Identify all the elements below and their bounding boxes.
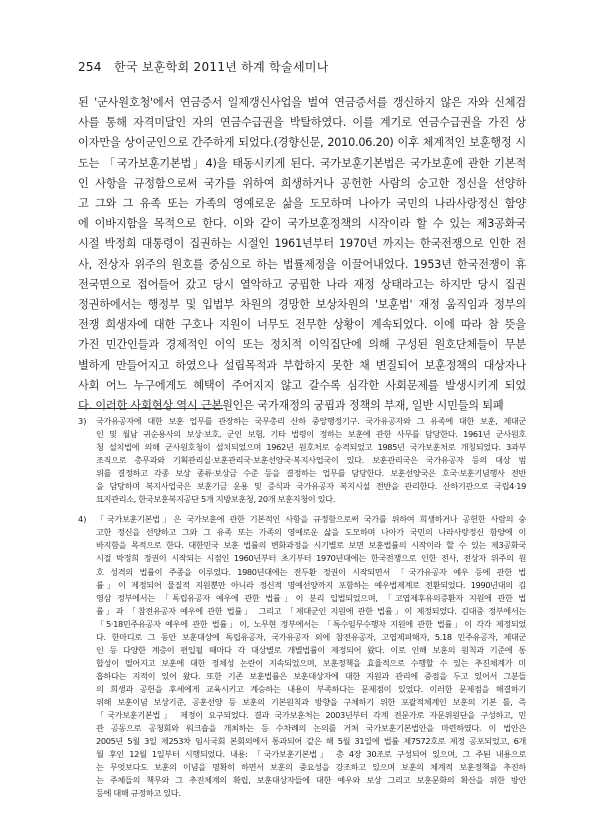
body-line: 사를 통해 자격미달인 자의 연금수급권을 박탈하였다. 이를 계기로 연금수급권을 가진 상 bbox=[78, 116, 526, 130]
footnote-line: 률」과 「참전유공자 예우에 관한 법률」 그리고 「제대군인 지원에 관한 법률」이 제정되었다. 김대중 정부에서는 bbox=[96, 605, 526, 616]
footnote-line: 등에 대해 규정하고 있다. bbox=[96, 788, 181, 799]
body-line: 이자만을 상이군인으로 간주하게 되었다.(경향신문, 2010.06.20) 이후 체계적인 보훈행정 시 bbox=[78, 136, 526, 150]
footnote-line: 을 담당하며 복지사업국은 보훈기금 운용 및 증식과 국가유공자 복지시설 전반을 관리한다. 산하기관으로 국립4·19 bbox=[96, 481, 526, 492]
body-line: 별하게 만들어지고 하였으나 설립목적과 부합하지 못한 채 변질되어 보훈정책의 대상자나 bbox=[78, 358, 526, 372]
footnote-line: 청 설치법에 의해 군사원호청이 설치되었으며 1962년 원호처로 승격되었고 1985년 국가보훈처로 개칭되었다. 3과부 bbox=[96, 442, 526, 453]
footnote-line: 위해 보훈이념 보상기준, 공훈선양 등 보훈의 기본원칙과 방향을 구체하기 위한 포괄적체계인 보훈의 기본 틀, 즉 bbox=[96, 696, 526, 707]
footnote-line: 합성이 떨어지고 보훈에 대한 정체성 논란이 지속되었으며, 보훈정책을 효율적으로 수행할 수 있는 추진체계가 미 bbox=[96, 657, 526, 668]
running-header bbox=[78, 58, 329, 75]
footnote-number: 3) bbox=[78, 416, 87, 426]
footnotes bbox=[78, 415, 526, 807]
footnote-line: 2005년 5월 3일 제253차 임시국회 본회의에서 통과되어 같은 해 5월 31일에 법률 제7572호로 제정 공포되었고, 6개 bbox=[96, 736, 526, 747]
running-title: 한국 보훈학회 2011년 하계 학술세미나 bbox=[113, 60, 329, 74]
body-line: 정권하에서는 행정부 및 입법부 차원의 경망한 보상차원의 '보훈법' 재정 움직임과 정부의 bbox=[78, 298, 526, 312]
footnote-line: 영삼 정부에서는 「독립유공자 예우에 관한 법률」이 분리 입법되었으며, 「고엽제후유의증환자 지원에 관한 법 bbox=[96, 592, 526, 603]
body-line: 고 그와 그 유족 또는 가족의 영예로운 삶을 도모하며 나아가 국민의 나라사랑정신 함양 bbox=[78, 197, 526, 211]
footnote bbox=[78, 415, 526, 506]
footnote-line: 흡하다는 지적이 있어 왔다. 또한 기존 보훈법률은 보훈대상자에 대한 지원과 관리에 중점을 두고 있어서 그분들 bbox=[96, 670, 526, 681]
footnote-line: 고한 정신을 선양하고 그와 그 유족 또는 가족의 영예로운 삶을 도모하며 나아가 국민의 나라사랑정신 함양에 이 bbox=[96, 527, 526, 538]
footnote-line: 바지함을 목적으로 한다. 대한민국 보훈 법률의 변화과정을 시기별로 보면 보훈법률의 시작이라 할 수 있는 제3공화국 bbox=[96, 540, 526, 551]
body-line: 가진 민간인들과 경제적인 이익 또는 정치적 이익집단에 의해 구성된 원호단체들이 무분 bbox=[78, 338, 526, 352]
body-line: 된 '군사원호청'에서 연금증서 일제갱신사업을 벌여 연금증서를 갱신하지 않은 자와 신체검 bbox=[78, 96, 526, 109]
footnote-line: 국가유공자에 대한 보훈 업무를 관장하는 국무총리 산하 중앙행정기구. 국가유공자와 그 유족에 대한 보훈, 제대군 bbox=[96, 416, 526, 426]
body-line: 도는 「국가보훈기본법」4)을 태동시키게 된다. 국가보훈기본법은 국가보훈에 관한 기본적 bbox=[78, 156, 526, 170]
body-paragraph bbox=[78, 93, 526, 416]
footnote-text bbox=[96, 415, 526, 506]
body-line: 다. 이러한 사회현상 역시 근본원인은 국가재정의 궁핍과 정책의 부재, 일반 시민들의 퇴폐 bbox=[78, 399, 504, 413]
body-line: 사, 전상자 위주의 원호를 중심으로 하는 법률제정을 이끌어내었다. 1953년 한국전쟁이 휴 bbox=[78, 257, 526, 271]
footnote-line: 인 등 다양한 계층이 편입될 때마다 각 대상별로 개별법률이 제정되어 왔다. 이로 인해 보훈의 원칙과 기준에 통 bbox=[96, 644, 526, 655]
body-line: 인 사항을 규정함으로써 국가를 위하여 희생하거나 공헌한 사람의 숭고한 정신을 선양하 bbox=[78, 176, 526, 190]
footnote-line: 다. 한마디로 그 동안 보훈대상에 독립유공자, 국가유공자 외에 참전유공자, 고엽제피해자, 5.18 민주유공자, 제대군 bbox=[96, 631, 526, 642]
footnote-line: 는 주체들의 책무와 그 추진체계의 확립, 보훈대상자들에 대한 예우와 보상 그리고 보훈문화의 확산을 위한 방안 bbox=[96, 775, 526, 786]
footnote-line: 월 후인 12월 1일부터 시행되었다. 내용: 「국가보훈기본법」 총 4장 30조로 구성되어 있으며, 그 주된 내용으로 bbox=[96, 749, 526, 760]
footnote-text bbox=[96, 513, 526, 800]
footnote-line: 호 성격의 법률이 주종을 이루었다. 1980년대에는 전두환 정권이 시작되면서 「국가유공자 예우 등에 관한 법 bbox=[96, 566, 526, 577]
footnote-line: 조직으로 총무과와 기획관리실·보훈관리국·보훈선양국·복지사업국이 있다. 보훈관리국은 국가유공자 등의 대상 범 bbox=[96, 455, 526, 466]
body-line: 에 이바지함을 목적으로 한다. 이와 같이 국가보훈정책의 시작이라 할 수 있는 제3공화국 bbox=[78, 217, 526, 231]
footnote-line: 위를 결정하고 각종 보상 종류·보상금 수준 등을 결정하는 업무를 담당한다. 보훈선양국은 호국·보훈기념행사 전반 bbox=[96, 468, 526, 479]
footnote bbox=[78, 513, 526, 800]
footnote-line: 인 및 월남 귀순용사의 보상·보호, 군인 보험, 기타 법령이 정하는 보훈에 관한 사무를 담당한다. 1961년 군사원호 bbox=[96, 429, 526, 440]
footnote-number: 4) bbox=[78, 514, 87, 525]
page-number: 254 bbox=[78, 60, 102, 74]
body-line: 시절 박정희 대통령이 집권하는 시절인 1961년부터 1970년 까지는 한국전쟁으로 인한 전 bbox=[78, 237, 526, 251]
footnote-line: 시절 박정희 정권이 시작되는 시점인 1960년부터 초기부터 1970년대에는 한국전쟁으로 인한 전사, 전상자 위주의 원 bbox=[96, 553, 526, 564]
footnote-line: 「국가보훈기본법」 제정이 요구되었다. 결과 국가보훈처는 2003년부터 각계 전문가로 자문위원단을 구성하고, 민 bbox=[96, 710, 526, 721]
footnote-line: 는 무엇보다도 보훈의 이념을 명확히 하면서 보훈의 중요성을 강조하고 있으며 보훈의 체계적 보훈정책을 추진하 bbox=[96, 762, 526, 773]
footnote-line: 의 희생과 공헌을 후세에게 교육시키고 계승하는 내용이 부족하다는 문제점이 있었다. 이러한 문제점을 해결하기 bbox=[96, 683, 526, 694]
footnote-line: 관 공동으로 공청회와 워크숍을 개최하는 등 수차례의 논의를 거쳐 국가보훈기본법안을 마련하였다. 이 법안은 bbox=[96, 723, 526, 734]
body-line: 전쟁 희생자에 대한 구호나 지원이 너무도 전무한 상황이 계속되었다. 이에 따라 참 뜻을 bbox=[78, 318, 526, 332]
body-line: 전국면으로 접어들어 갔고 당시 열악하고 궁핍한 나라 재정 상태라고는 하지만 당시 집권 bbox=[78, 277, 526, 291]
footnote-line: 률」이 제정되어 물질적 지원뿐만 아니라 정신적 명예선양까지 포함하는 예우법제계로 전환되었다. 1990년대의 김 bbox=[96, 579, 526, 590]
footnote-line: 묘지관리소, 한국보훈복지공단 5개 지방보훈청, 20개 보훈지청이 있다. bbox=[96, 494, 335, 505]
footnote-line: 「국가보훈기본법」은 국가보훈에 관한 기본적인 사항을 규정함으로써 국가를 위하여 희생하거나 공헌한 사람의 숭 bbox=[96, 514, 526, 525]
footnote-line: 「5·18민주유공자 예우에 관한 법률」이, 노무현 정부에서는 「특수임무수행자 지원에 관한 법률」이 각각 제정되었 bbox=[96, 618, 526, 629]
body-line: 사회 어느 누구에게도 혜택이 주어지지 않고 갈수록 심각한 사회문제를 발생시키게 되었 bbox=[78, 378, 526, 392]
footnote-separator bbox=[78, 408, 223, 409]
